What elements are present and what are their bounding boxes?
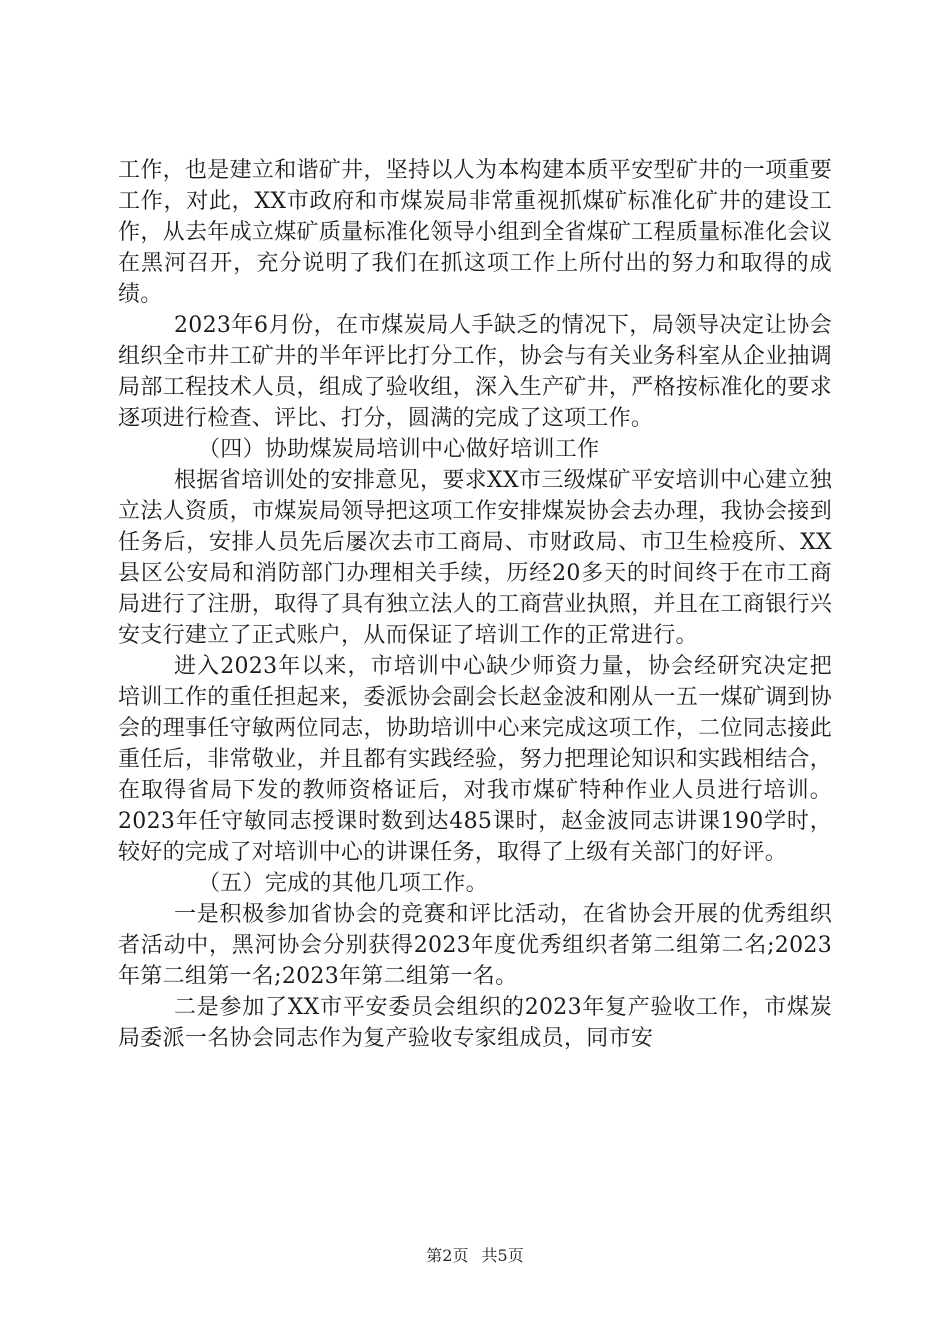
page-total: 共5页: [481, 1246, 524, 1265]
document-body: [118, 155, 832, 1054]
section-heading-5: （五）完成的其他几项工作。: [198, 871, 488, 896]
section-heading-4: （四）协助煤炭局培训中心做好培训工作: [198, 437, 600, 462]
page-number: 第2页: [426, 1246, 469, 1265]
paragraph-item-two: 二是参加了XX市平安委员会组织的2023年复产验收工作，市煤炭局委派一名协会同志作为复产验收专家组成员，同市安: [118, 995, 832, 1051]
paragraph-training-center: 根据省培训处的安排意见，要求XX市三级煤矿平安培训中心建立独立法人资质，市煤炭局领导把这项工作安排煤炭协会去办理，我协会接到任务后，安排人员先后屡次去市工商局、市财政局、市卫生检疫所、XX县区公安局和消防部门办理相关手续，历经20多天的时间终于在市工商局进行了注册，取得了具有独立法人的工商营业执照，并且在工商银行兴安支行建立了正式账户，从而保证了培训工作的正常进行。: [118, 468, 832, 648]
paragraph-continuation: 工作，也是建立和谐矿井，坚持以人为本构建本质平安型矿井的一项重要工作，对此，XX市政府和市煤炭局非常重视抓煤矿标准化矿井的建设工作，从去年成立煤矿质量标准化领导小组到全省煤矿工程质量标准化会议在黑河召开，充分说明了我们在抓这项工作上所付出的努力和取得的成绩。: [118, 158, 832, 307]
paragraph-item-one: 一是积极参加省协会的竞赛和评比活动，在省协会开展的优秀组织者活动中，黑河协会分别获得2023年度优秀组织者第二组第二名;2023年第二组第一名;2023年第二组第一名。: [118, 902, 832, 989]
paragraph-teaching-staff: 进入2023年以来，市培训中心缺少师资力量，协会经研究决定把培训工作的重任担起来，委派协会副会长赵金波和刚从一五一煤矿调到协会的理事任守敏两位同志，协助培训中心来完成这项工作，二位同志接此重任后，非常敬业，并且都有实践经验，努力把理论知识和实践相结合，在取得省局下发的教师资格证后，对我市煤矿特种作业人员进行培训。2023年任守敏同志授课时数到达485课时，赵金波同志讲课190学时，较好的完成了对培训中心的讲课任务，取得了上级有关部门的好评。: [118, 654, 832, 865]
paragraph-2023-review: 2023年6月份，在市煤炭局人手缺乏的情况下，局领导决定让协会组织全市井工矿井的半年评比打分工作，协会与有关业务科室从企业抽调局部工程技术人员，组成了验收组，深入生产矿井，严格按标准化的要求逐项进行检查、评比、打分，圆满的完成了这项工作。: [118, 313, 832, 431]
page-footer: [0, 1246, 950, 1266]
